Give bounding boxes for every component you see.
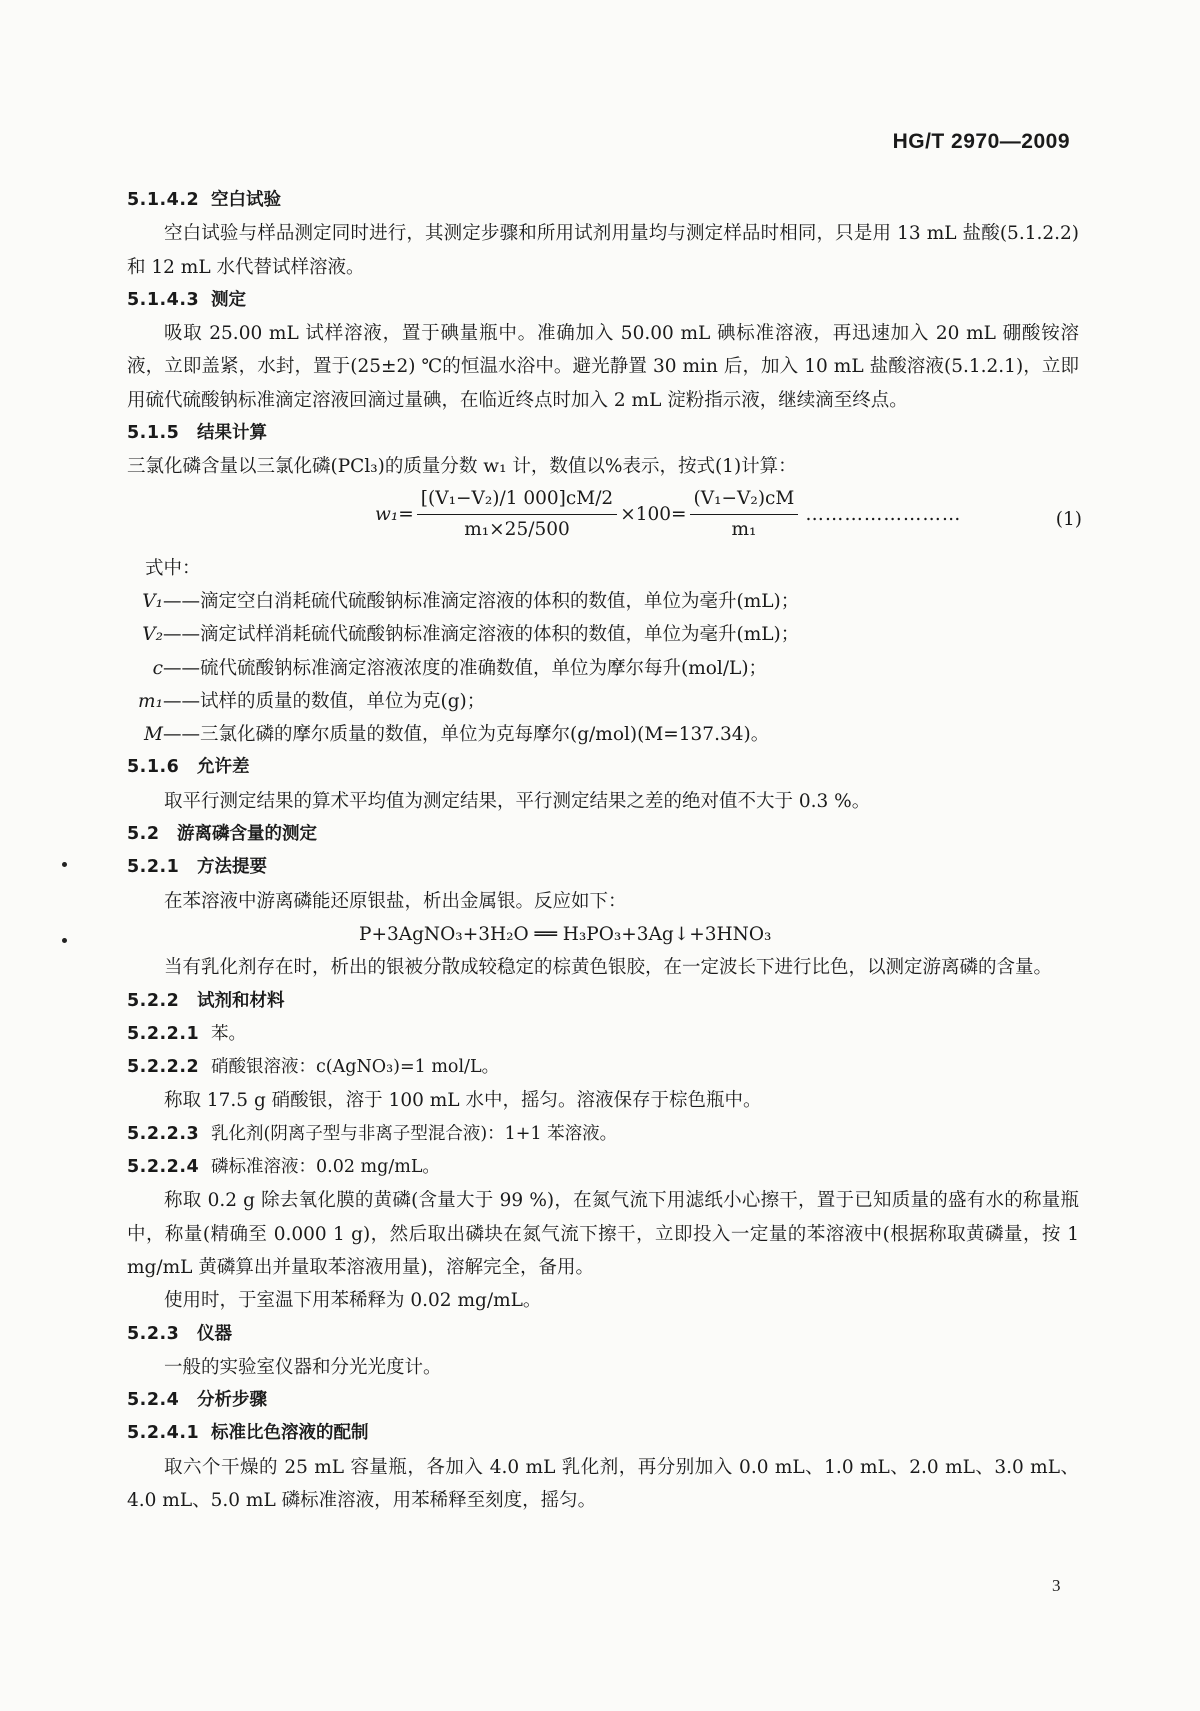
heading-title: 仪器 <box>197 1323 232 1344</box>
equation-number: (1) <box>1055 508 1082 530</box>
variable-definition <box>127 685 1079 718</box>
fraction-denominator: m₁ <box>731 518 757 540</box>
scan-dot-mark <box>62 862 67 867</box>
paragraph: 取六个干燥的 25 mL 容量瓶，各加入 4.0 mL 乳化剂，再分别加入 0.0 mL、1.0 mL、2.0 mL、3.0 mL、4.0 mL、5.0 mL 磷标准溶液，用苯稀释至刻度，摇匀。 <box>127 1456 1079 1511</box>
paragraph: 使用时，于室温下用苯稀释为 0.02 mg/mL。 <box>164 1290 542 1312</box>
heading-number: 5.2 <box>127 824 160 845</box>
fraction-numerator: (V₁−V₂)cM <box>690 486 799 515</box>
scan-dot-mark <box>62 938 67 943</box>
variable-definition <box>127 652 1079 685</box>
heading-number: 5.2.2.2 <box>127 1057 200 1078</box>
variable-description: ——试样的质量的数值，单位为克(g)； <box>163 690 486 712</box>
fraction-1 <box>417 486 617 543</box>
heading-5-1-6 <box>127 751 1079 784</box>
variable-symbol: V₁ <box>142 590 163 612</box>
variable-definition <box>127 718 1079 751</box>
variable-description: ——滴定试样消耗硫代硫酸钠标准滴定溶液的体积的数值，单位为毫升(mL)； <box>163 624 800 646</box>
heading-5-1-4-2 <box>127 184 1079 217</box>
variable-symbol: V₂ <box>142 624 163 646</box>
equation <box>375 486 961 543</box>
leader-dots: …………………… <box>805 503 962 525</box>
heading-number: 5.2.2.1 <box>127 1023 200 1044</box>
paragraph: 吸取 25.00 mL 试样溶液，置于碘量瓶中。准确加入 50.00 mL 碘标准溶液，再迅速加入 20 mL 硼酸铵溶液，立即盖紧，水封，置于(25±2) ℃的恒温水浴中。避光静置 30 min 后，加入 10 mL 盐酸溶液(5.1.2.1)，立即用硫代硫酸钠标准滴定溶液回滴过量碘，在临近终点时加入 2 mL 淀粉指示液，继续滴至终点。 <box>127 323 1079 411</box>
heading-title: 试剂和材料 <box>197 990 285 1011</box>
heading-5-1-4-3 <box>127 284 1079 317</box>
heading-number: 5.2.1 <box>127 857 180 878</box>
variable-definition <box>127 585 1079 618</box>
heading-title: 游离磷含量的测定 <box>177 824 317 845</box>
variable-description: ——硫代硫酸钠标准滴定溶液浓度的准确数值，单位为摩尔每升(mol/L)； <box>163 657 768 679</box>
variable-definitions <box>127 585 1079 751</box>
multiply-operator: ×100= <box>620 503 687 525</box>
heading-5-2-3 <box>127 1318 1079 1351</box>
variable-symbol: m₁ <box>138 690 163 712</box>
heading-title: 乳化剂(阴离子型与非离子型混合液)：1+1 苯溶液。 <box>211 1123 618 1144</box>
heading-number: 5.2.3 <box>127 1323 180 1344</box>
paragraph: 称取 17.5 g 硝酸银，溶于 100 mL 水中，摇匀。溶液保存于棕色瓶中。 <box>164 1090 762 1112</box>
heading-number: 5.2.2 <box>127 990 180 1011</box>
heading-title: 结果计算 <box>197 423 267 444</box>
where-label: 式中： <box>145 557 201 579</box>
heading-title: 测定 <box>211 289 246 310</box>
standard-code: HG/T 2970—2009 <box>892 130 1070 153</box>
document-body <box>127 184 1082 1517</box>
heading-number: 5.2.4 <box>127 1390 180 1411</box>
formula-1 <box>127 484 1082 552</box>
heading-5-2-2-2 <box>127 1051 1079 1084</box>
fraction-numerator: [(V₁−V₂)/1 000]cM/2 <box>417 486 617 515</box>
heading-number: 5.2.2.3 <box>127 1123 200 1144</box>
variable-symbol: M <box>144 724 163 746</box>
variable-description: ——滴定空白消耗硫代硫酸钠标准滴定溶液的体积的数值，单位为毫升(mL)； <box>163 590 800 612</box>
paragraph: 三氯化磷含量以三氯化磷(PCl₃)的质量分数 w₁ 计，数值以%表示，按式(1)计算： <box>127 456 797 478</box>
heading-title: 苯。 <box>211 1023 246 1044</box>
variable-symbol: c <box>152 657 163 679</box>
heading-title: 标准比色溶液的配制 <box>211 1423 369 1444</box>
heading-5-2-2-1 <box>127 1018 1079 1051</box>
heading-number: 5.1.6 <box>127 757 180 778</box>
formula-lhs: w₁ <box>375 503 399 525</box>
fraction-2 <box>690 486 799 543</box>
heading-number: 5.2.2.4 <box>127 1157 200 1178</box>
heading-5-2-1 <box>127 851 1079 884</box>
heading-5-2-2 <box>127 985 1079 1018</box>
paragraph: 一般的实验室仪器和分光光度计。 <box>164 1356 442 1378</box>
heading-title: 磷标准溶液：0.02 mg/mL。 <box>211 1157 440 1178</box>
chemical-reaction: P+3AgNO₃+3H₂O ══ H₃PO₃+3Ag↓+3HNO₃ <box>359 923 772 945</box>
equals-sign: = <box>398 503 414 525</box>
heading-title: 方法提要 <box>197 857 267 878</box>
heading-title: 分析步骤 <box>197 1390 267 1411</box>
paragraph: 当有乳化剂存在时，析出的银被分散成较稳定的棕黄色银胶，在一定波长下进行比色，以测定游离磷的含量。 <box>164 957 1053 979</box>
heading-5-2-4-1 <box>127 1417 1079 1450</box>
heading-5-1-5 <box>127 417 1079 450</box>
heading-5-2 <box>127 818 1079 851</box>
paragraph: 空白试验与样品测定同时进行，其测定步骤和所用试剂用量均与测定样品时相同，只是用 13 mL 盐酸(5.1.2.2)和 12 mL 水代替试样溶液。 <box>127 223 1079 278</box>
heading-title: 空白试验 <box>211 190 281 210</box>
heading-title: 允许差 <box>197 757 250 778</box>
fraction-denominator: m₁×25/500 <box>464 518 570 540</box>
page-number: 3 <box>1052 1576 1061 1595</box>
heading-title: 硝酸银溶液：c(AgNO₃)=1 mol/L。 <box>211 1057 500 1078</box>
variable-description: ——三氯化磷的摩尔质量的数值，单位为克每摩尔(g/mol)(M=137.34)。 <box>163 724 770 746</box>
heading-number: 5.1.5 <box>127 423 180 444</box>
heading-5-2-2-4 <box>127 1151 1079 1184</box>
heading-5-2-4 <box>127 1384 1079 1417</box>
paragraph: 在苯溶液中游离磷能还原银盐，析出金属银。反应如下： <box>164 890 627 912</box>
paragraph: 取平行测定结果的算术平均值为测定结果，平行测定结果之差的绝对值不大于 0.3 %。 <box>164 790 871 812</box>
variable-definition <box>127 618 1079 651</box>
heading-number: 5.2.4.1 <box>127 1423 200 1444</box>
heading-number: 5.1.4.3 <box>127 289 200 310</box>
heading-5-2-2-3 <box>127 1118 1079 1151</box>
heading-number: 5.1.4.2 <box>127 190 200 210</box>
paragraph: 称取 0.2 g 除去氧化膜的黄磷(含量大于 99 %)，在氮气流下用滤纸小心擦干，置于已知质量的盛有水的称量瓶中，称量(精确至 0.000 1 g)，然后取出磷块在氮气流下擦干，立即投入一定量的苯溶液中(根据称取黄磷量，按 1 mg/mL 黄磷算出并量取苯溶液用量)，溶解完全，备用。 <box>127 1190 1079 1278</box>
